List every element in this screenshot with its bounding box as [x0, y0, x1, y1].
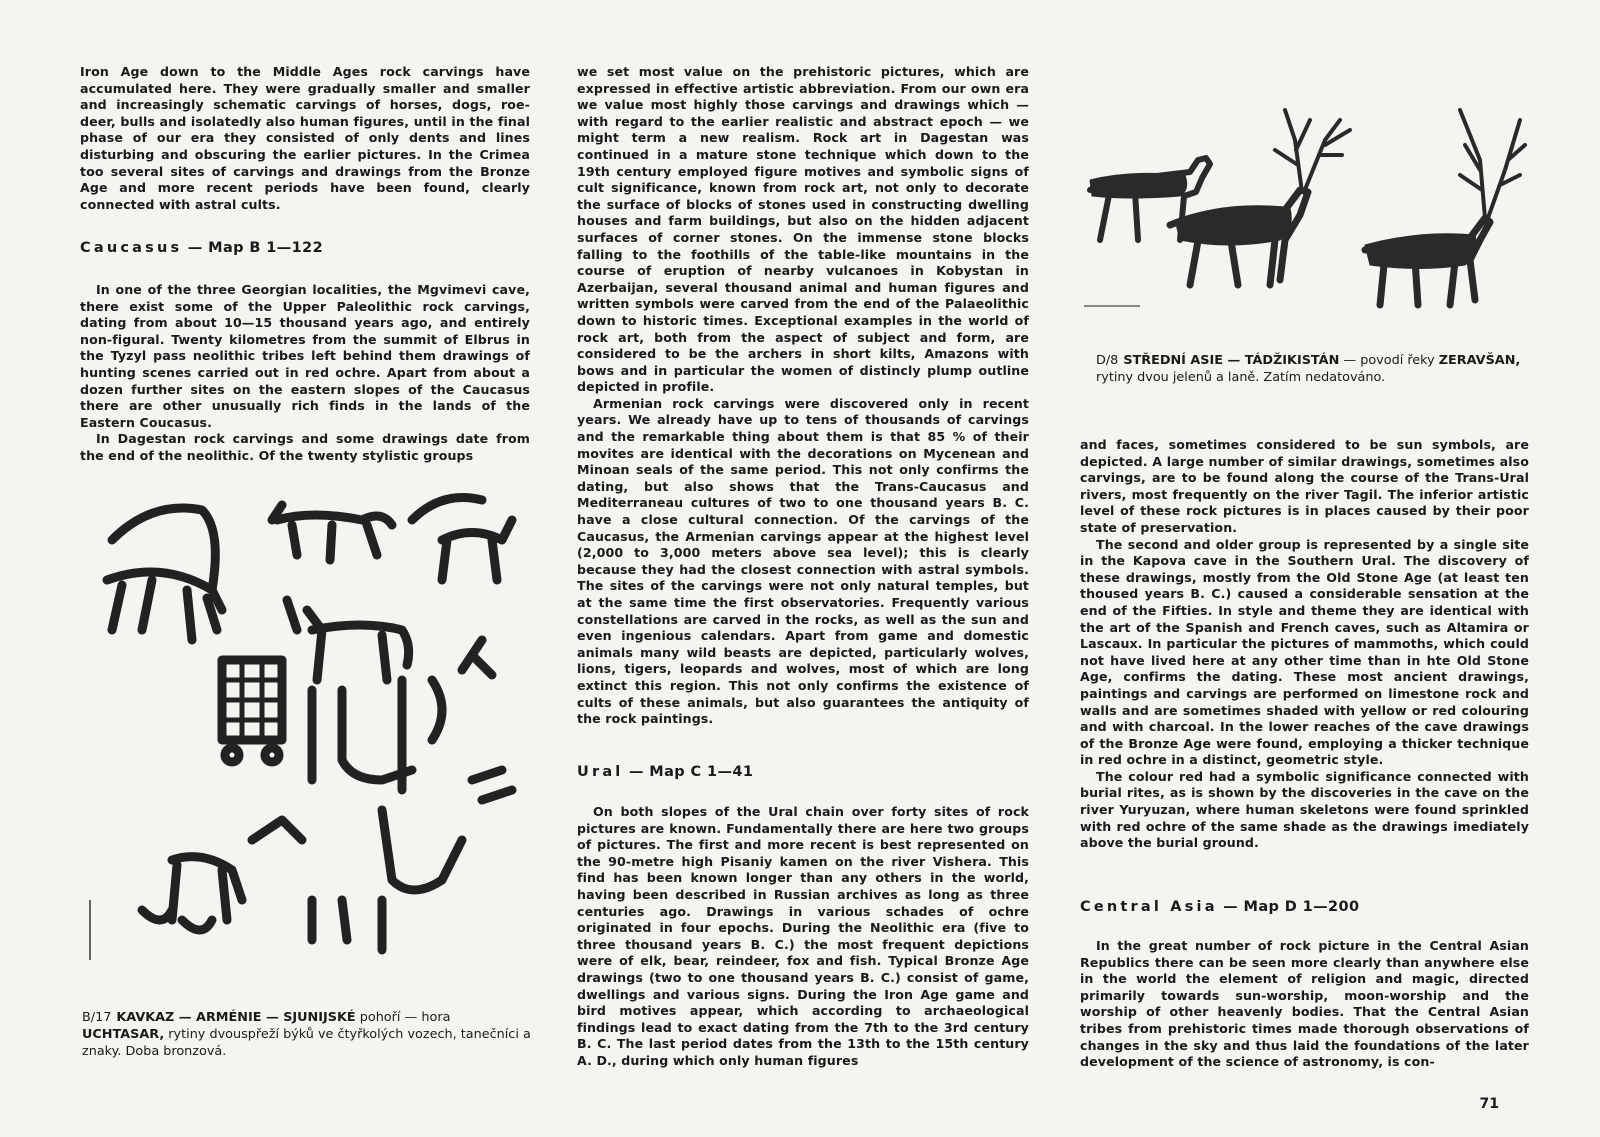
- paragraph-central-asia-1: In the great number of rock picture in the Central Asian Republics there can be seen more clearly than anywhere else in the world the element of religion and magic, directed primarily towards sun-worship, moon-worship and the worship of other heavenly bodies. That the Central Asian tribes from prehistoric times made thorough observations of changes in the sky and thus laid the foundations of the later development of the science of astronomy, is con-: [1080, 938, 1529, 1070]
- heading-central-asia-name: Central Asia: [1080, 899, 1218, 915]
- stag1-antlers: [1275, 110, 1350, 192]
- heading-caucasus: [80, 240, 323, 256]
- caption-d8-text1: — povodí řeky: [1339, 353, 1439, 368]
- caption-d8: [1096, 352, 1528, 386]
- paragraph-iron-age: Iron Age down to the Middle Ages rock carvings have accumulated here. They were gradually smaller and smaller and increasingly schematic carvings of horses, dogs, roe-deer, bulls and isolatedly also human figures, until in the final phase of our era they consisted of only dents and lines disturbing and obscuring the earlier pictures. In the Crimea too several sites of carvings and drawings from the Bronze Age and more recent periods have been found, clearly connected with astral cults.: [80, 64, 530, 212]
- caption-b17-title: KAVKAZ — ARMÉNIE — SJUNIJSKÉ: [116, 1010, 356, 1025]
- caption-d8-text2: rytiny dvou jelenů a laně. Zatím nedatováno.: [1096, 370, 1386, 385]
- central-asia-text: [1080, 938, 1529, 1071]
- carving-middle-animal: [312, 625, 409, 665]
- caption-d8-title: STŘEDNÍ ASIE — TÁDŽIKISTÁN: [1123, 353, 1340, 368]
- heading-ural: [577, 764, 753, 780]
- carving-figures: [312, 690, 412, 780]
- illustration-armenian-carvings: [82, 480, 542, 990]
- caption-b17-place: UCHTASAR,: [82, 1027, 165, 1042]
- carving-lower-animal: [172, 857, 242, 920]
- caption-b17-text2: rytiny dvouspřeží býků ve čtyřkolých vozech, tanečníci a znaky. Doba bronzová.: [82, 1027, 531, 1059]
- column-middle: [577, 64, 1029, 728]
- paragraph-caucasus-2: In Dagestan rock carvings and some drawings date from the end of the neolithic. Of the twenty stylistic groups: [80, 431, 530, 463]
- carving-rider: [382, 810, 462, 890]
- heading-ural-map: — Map C 1—41: [628, 764, 754, 780]
- caption-b17: [82, 1009, 532, 1060]
- caption-d8-number: D/8: [1096, 353, 1119, 368]
- column-left: [80, 64, 530, 213]
- deer-carving-image: [1080, 100, 1530, 320]
- carving-ram: [412, 498, 512, 541]
- ural-text: [577, 804, 1029, 1070]
- heading-caucasus-map: — Map B 1—122: [187, 240, 324, 256]
- heading-central-asia: [1080, 899, 1360, 915]
- caption-b17-text1: pohoří — hora: [355, 1010, 451, 1025]
- stag2-body: [1365, 234, 1476, 269]
- paragraph-sun-symbols: and faces, sometimes considered to be sun symbols, are depicted. A large number of similar drawings, sometimes also carvings, are to be found along the course of the Trans-Ural rivers, most frequently on the river Tagil. The inferior artistic level of these rock pictures is in places caused by their poor state of preservation.: [1080, 437, 1529, 535]
- paragraph-kapova: The second and older group is represented by a single site in the Kapova cave in the Southern Ural. The discovery of these drawings, mostly from the Old Stone Age (at least ten thoused years B. C.) caused a considerable sensation at the end of the Fifties. In style and theme they are identical with the art of the Spanish and French caves, such as Altamira or Lascaux. In particular the pictures of mammoths, which could not have lived here at any other time than in hte Old Stone Age, confirms the dating. These most ancient drawings, paintings and carvings are performed on limestone rock and walls and are sometimes shaded with yellow or red colouring and with charcoal. In the lower reaches of the cave drawings of the Bronze Age were found, employing a thicker technique in red ochre in a distinct, geometric style.: [1080, 536, 1529, 768]
- paragraph-red-colour: The colour red had a symbolic significance connected with burial rites, as is shown by the discoveries in the cave on the river Yuryuzan, where human skeletons were found sprinkled with red ochre of the same shade as the drawings imediately above the burial ground.: [1080, 768, 1529, 851]
- heading-caucasus-name: Caucasus: [80, 240, 183, 256]
- paragraph-caucasus-1: In one of the three Georgian localities, the Mgvimevi cave, there exist some of the Upper Paleolithic rock carvings, dating from about 10—15 thousand years ago, and entirely non-figural. Twenty kilometres from the summit of Elbrus in the Tyzyl pass neolithic tribes left behind them drawings of hunting scenes carried out in red ochre. Apart from about a dozen further sites on the eastern slopes of the Caucasus there are other unusually rich finds in the lands of the Eastern Coucasus.: [80, 282, 530, 430]
- carving-ram-legs: [442, 540, 497, 580]
- illustration-zeravshan-deer: [1080, 100, 1530, 320]
- doe-body: [1090, 173, 1187, 198]
- rock-carving-image: [82, 480, 542, 990]
- paragraph-ural-1: On both slopes of the Ural chain over forty sites of rock pictures are known. Fundamentally there are here two groups of pictures. The first and more recent is best represented on the 90-metre high Pisaniy kamen on the river Vishera. This find has been known longer than any others in the world, having been described in Russian archives as long as three centuries ago. Drawings in various schades of ochre originated in four epochs. During the Neolithic era (five to three thousand years B. C.) the most frequent depictions were of elk, bear, reindeer, fox and fish. Typical Bronze Age drawings (two to one thousand years B. C.) consist of game, dwellings and various signs. During the Iron Age game and bird motives appear, which according to archaeological findings lead to exact dating from the 7th to the 3rd century B. C. The last period dates from the 13th to the 15th century A. D., during which only human figures: [577, 804, 1029, 1068]
- stag2-antlers: [1460, 110, 1525, 218]
- caucasus-text: [80, 282, 530, 465]
- page-number: 71: [1479, 1096, 1499, 1112]
- heading-central-asia-map: — Map D 1—200: [1223, 899, 1360, 915]
- paragraph-dagestan: we set most value on the prehistoric pictures, which are expressed in effective artistic abbreviation. From our own era we value most highly those carvings and drawings which — with regard to the earlier realistic and abstract epoch — we might term a new realism. Rock art in Dagestan was continued in a mature stone technique which down to the 19th century employed figure motives and symbolic signs of cult significance, known from rock art, not only to decorate the surface of blocks of stones used in constructing dwelling houses and farm buildings, but also on the hidden adjacent surfaces of corner stones. On the immense stone blocks falling to the foothills of the table-like mountains in the course of eruption of nearby vulcanoes in Kobystan in Azerbaijan, several thousand animal and human figures and written symbols were carved from the end of the Palaeolithic down to historic times. Exceptional examples in the world of rock art, both from the aspect of subject and form, are considered to be the archers in short kilts, Amazons with bows and in particular the women of distincly plump outline depicted in profile.: [577, 64, 1029, 395]
- stag1-body: [1175, 206, 1291, 245]
- column-right: [1080, 437, 1529, 852]
- heading-ural-name: Ural: [577, 764, 624, 780]
- carving-bull-legs: [292, 525, 377, 560]
- caption-b17-number: B/17: [82, 1010, 112, 1025]
- paragraph-armenian: Armenian rock carvings were discovered only in recent years. We already have up to tens of thousands of carvings and the remarkable thing about them is that 85 % of their movites are identical with the decorations on Mycenean and Minoan seals of the same period. This not only confirms the dating, but also shows that the Trans-Caucasus and Mediterraneau cultures of two to one thousand years B. C. have a close cultural connection. Of the carvings of the Caucasus, the Armenian carvings appear at the highest level (2,000 to 3,000 meters above sea level); this is clearly because they had the closest connection with astral symbols. The sites of the carvings were not only natural temples, but at the same time the first observatories. Frequently various constellations are carved in the rocks, as well as the sun and even ingenious calendars. Apart from game and domestic animals many wild beasts are depicted, particularly wolves, lions, tigers, leopards and wolves, most of which are long extinct this region. This not only confirms the existence of cults of these animals, but also guarantees the antiquity of the rock paintings.: [577, 395, 1029, 727]
- caption-d8-place: ZERAVŠAN,: [1438, 353, 1521, 368]
